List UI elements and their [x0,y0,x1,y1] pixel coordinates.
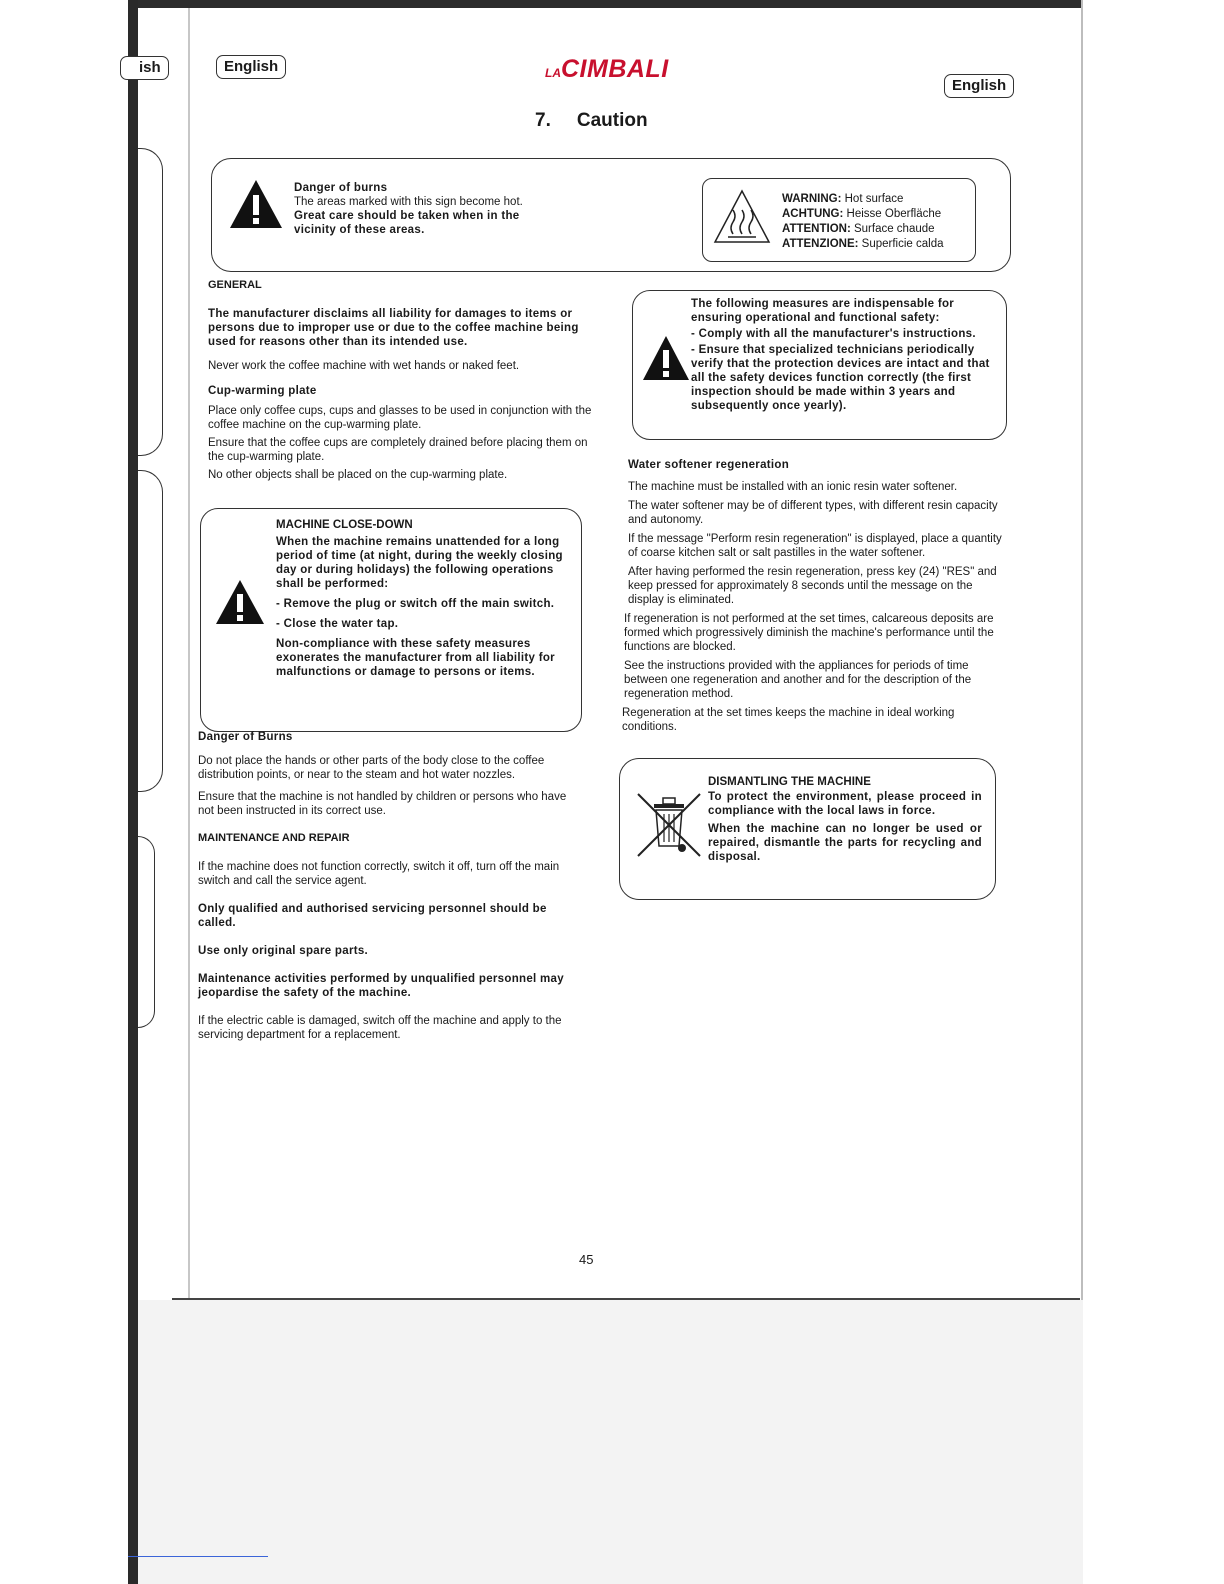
danger-burns-heading: Danger of Burns [198,731,293,743]
page-inner-edge [188,8,190,1298]
safety-item: - Comply with all the manufacturer's instructions. [691,328,976,340]
maintenance-heading: MAINTENANCE AND REPAIR [198,832,350,844]
maintenance-paragraph: If the machine does not function correctly, switch it off, turn off the main switch and call the service agent. [198,861,560,887]
language-badge-left: English [216,55,286,79]
scan-edge-top [138,0,1083,8]
dismantling-paragraph: When the machine can no longer be used or repaired, dismantle the parts for recycling and disposal. [708,823,982,863]
close-down-title: MACHINE CLOSE-DOWN [276,519,413,531]
brand-logo [545,55,685,91]
scan-artifact-line [128,1556,268,1557]
close-down-item: - Close the water tap. [276,618,399,630]
hot-surface-line [782,222,972,237]
water-softener-paragraph: If regeneration is not performed at the set times, calcareous deposits are formed which progressively diminish the machine's performance until the functions are blocked. [624,613,994,653]
general-heading: GENERAL [208,279,262,291]
close-down-paragraph: Non-compliance with these safety measures exonerates the manufacturer from all liability for malfunctions or damage to persons or items. [276,638,555,678]
hot-text: Surface chaude [853,223,935,235]
cup-warming-paragraph: Place only coffee cups, cups and glasses to be used in conjunction with the coffee machine on the cup-warming plate. [208,405,592,431]
water-softener-paragraph: The machine must be installed with an ionic resin water softener. [628,481,958,493]
logo-prefix: LA [545,66,561,80]
warning-triangle-icon [641,334,691,382]
hot-surface-line [782,192,972,207]
general-paragraph: Never work the coffee machine with wet hands or naked feet. [208,360,520,372]
hot-surface-labels [782,192,972,252]
left-column-top [208,279,592,482]
page-right-edge [1081,0,1083,1310]
crossed-out-bin-icon [634,790,704,860]
safety-measures-content [691,297,999,413]
hot-surface-icon [712,188,772,246]
scan-background [138,1300,1083,1584]
section-title [535,110,648,132]
language-badge-right: English [944,74,1014,98]
scan-edge-left [128,0,138,1584]
water-softener-paragraph: See the instructions provided with the appliances for periods of time between one regeneration and another and for the description of the regeneration method. [624,660,972,700]
cup-warming-paragraph: No other objects shall be placed on the cup-warming plate. [208,469,508,481]
hot-text: Superficie calda [861,238,944,250]
dismantling-title: DISMANTLING THE MACHINE [708,776,871,788]
danger-burns-paragraph: Do not place the hands or other parts of the body close to the coffee distribution points, or near to the steam and hot water nozzles. [198,755,545,781]
dismantling-content [708,776,982,864]
maintenance-paragraph: If the electric cable is damaged, switch off the machine and apply to the servicing department for a replacement. [198,1015,562,1041]
hot-label: ATTENZIONE: [782,238,859,250]
logo-brand: CIMBALI [561,55,669,83]
maintenance-paragraph: Use only original spare parts. [198,945,369,957]
hot-surface-line [782,237,972,252]
dismantling-paragraph: To protect the environment, please proceed in compliance with the local laws in force. [708,791,982,817]
hot-text: Hot surface [844,193,904,205]
maintenance-paragraph: Only qualified and authorised servicing personnel should be called. [198,903,547,929]
hot-label: ACHTUNG: [782,208,844,220]
safety-paragraph: The following measures are indispensable for ensuring operational and functional safety: [691,298,955,324]
cup-warming-paragraph: Ensure that the coffee cups are completely drained before placing them on the cup-warming plate. [208,437,588,463]
hot-label: ATTENTION: [782,223,851,235]
hot-surface-line [782,207,972,222]
water-softener-heading: Water softener regeneration [628,459,790,471]
water-softener-section [622,458,1004,734]
side-tab-curve [138,148,163,456]
hot-label: WARNING: [782,193,842,205]
water-softener-paragraph: If the message "Perform resin regeneration" is displayed, place a quantity of coarse kitchen salt or salt pastilles in the water softener. [628,533,1002,559]
close-down-item: - Remove the plug or switch off the main switch. [276,598,555,610]
water-softener-paragraph: After having performed the resin regeneration, press key (24) "RES" and keep pressed for approximately 8 seconds until the message on the display is eliminated. [628,566,997,606]
side-language-tab: ish [120,56,169,80]
cup-warming-heading: Cup-warming plate [208,385,317,397]
warning-triangle-icon [214,578,266,626]
page-number: 45 [579,1252,594,1267]
section-number: 7. [535,110,551,131]
close-down-paragraph: When the machine remains unattended for a long period of time (at night, during the weekly closing day or during holidays) the following operations shall be performed: [276,536,563,590]
burns-warning-text [294,181,556,237]
close-down-content [276,519,566,679]
side-tab-curve [138,470,163,792]
warning-triangle-icon [228,178,284,230]
left-column-bottom [198,730,582,1042]
maintenance-paragraph: Maintenance activities performed by unqualified personnel may jeopardise the safety of the machine. [198,973,564,999]
danger-burns-paragraph: Ensure that the machine is not handled by children or persons who have not been instructed in its correct use. [198,791,567,817]
water-softener-paragraph: Regeneration at the set times keeps the machine in ideal working conditions. [622,707,955,733]
burns-warning-line1: The areas marked with this sign become hot. [294,196,523,208]
safety-item: - Ensure that specialized technicians periodically verify that the protection devices are intact and that all the safety devices function correctly (the first inspection should be made within 3 years and subsequently once yearly). [691,344,990,412]
section-heading: Caution [576,110,648,131]
water-softener-paragraph: The water softener may be of different types, with different resin capacity and autonomy. [628,500,998,526]
burns-warning-line2: Great care should be taken when in the vicinity of these areas. [294,210,520,236]
burns-warning-title: Danger of burns [294,182,388,194]
side-tab-curve [138,836,155,1028]
hot-text: Heisse Oberfläche [846,208,942,220]
general-paragraph: The manufacturer disclaims all liability for damages to items or persons due to improper use or due to the coffee machine being used for reasons other than its intended use. [208,308,579,348]
